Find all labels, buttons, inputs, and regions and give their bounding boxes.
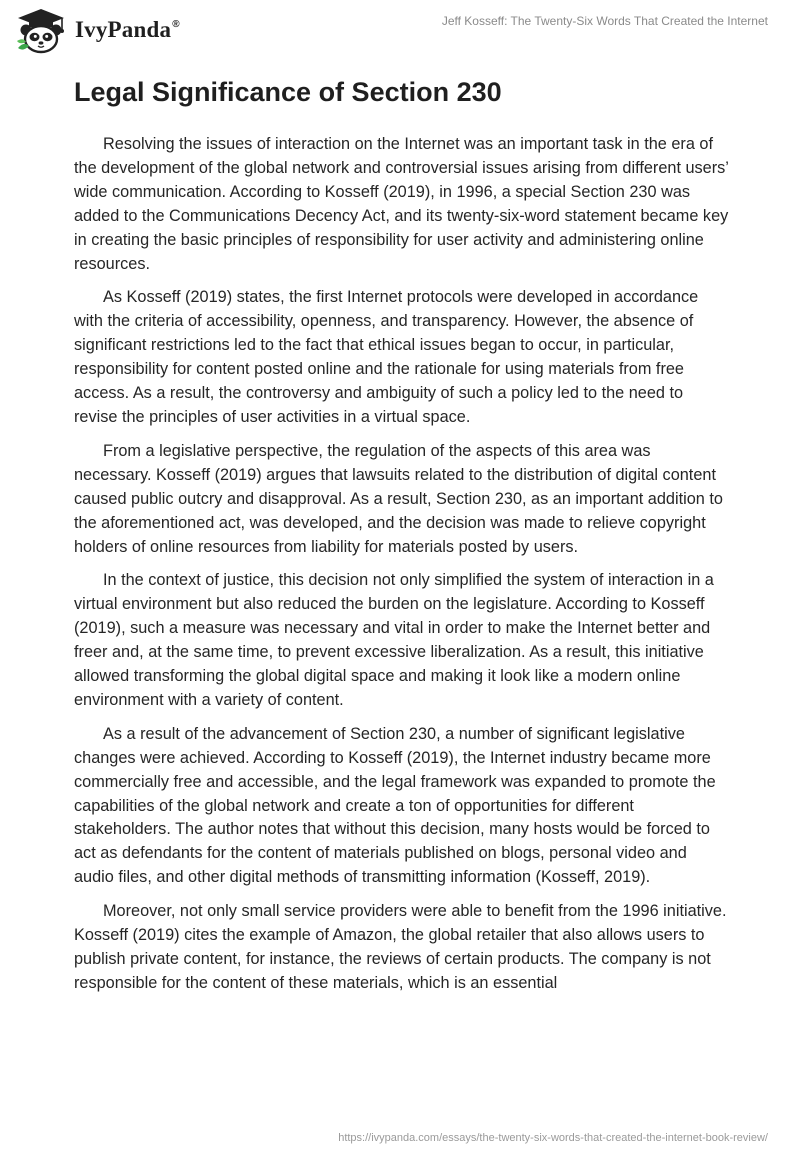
article-body	[74, 133, 730, 1006]
paragraph: As Kosseff (2019) states, the first Internet protocols were developed in accordance with the criteria of accessibility, openness, and transparency. However, the absence of significant restrictions led to the fact that ethical issues began to occur, in particular, responsibility for content posted online and the rationale for using materials from free access. As a result, the controversy and ambiguity of such a policy led to the need to revise the principles of user activities in a virtual space.	[74, 288, 699, 426]
paragraph: Moreover, not only small service providers were able to benefit from the 1996 initiative. Kosseff (2019) cites the example of Amazon, the global retailer that also allows users to publish private content, for instance, the reviews of certain products. The company is not responsible for the content of these materials, which is an essential	[74, 902, 727, 992]
source-url[interactable]: https://ivypanda.com/essays/the-twenty-six-words-that-created-the-internet-book-review/	[338, 1132, 768, 1144]
paragraph: In the context of justice, this decision not only simplified the system of interaction in a virtual environment but also reduced the burden on the legislature. According to Kosseff (2019), such a measure was necessary and vital in order to make the Internet better and freer and, at the same time, to prevent excessive liberalization. As a result, this initiative allowed transforming the global digital space and making it look like a modern online environment with a variety of content.	[74, 571, 714, 709]
page-header	[0, 0, 800, 64]
brand-logo[interactable]	[15, 8, 180, 54]
paragraph: Resolving the issues of interaction on the Internet was an important task in the era of the development of the global network and controversial issues arising from different users’ wide communication. According to Kosseff (2019), in 1996, a special Section 230 was added to the Communications Decency Act, and its twenty-six-word statement became key in creating the basic principles of responsibility for user activity and administering online resources.	[74, 135, 729, 273]
registered-mark: ®	[172, 19, 180, 30]
paragraph: As a result of the advancement of Section 230, a number of significant legislative changes were achieved. According to Kosseff (2019), the Internet industry became more commercially free and accessible, and the legal framework was expanded to promote the capabilities of the global network and create a ton of opportunities for different stakeholders. The author notes that without this decision, many hosts would be forced to act as defendants for the content of materials published on blogs, personal video and audio files, and other digital methods of transmitting information (Kosseff, 2019).	[74, 724, 716, 887]
panda-graduation-cap-logo-icon	[15, 8, 67, 54]
brand-name: IvyPanda®	[75, 17, 180, 42]
paragraph: From a legislative perspective, the regulation of the aspects of this area was necessary. Kosseff (2019) argues that lawsuits related to the distribution of digital content caused public outcry and disapproval. As a result, Section 230, as an important addition to the aforementioned act, was developed, and the decision was made to relieve copyright holders of online resources from liability for materials posted by users.	[74, 441, 723, 556]
document-title: Jeff Kosseff: The Twenty-Six Words That Created the Internet	[441, 14, 768, 28]
page-title: Legal Significance of Section 230	[74, 77, 502, 107]
